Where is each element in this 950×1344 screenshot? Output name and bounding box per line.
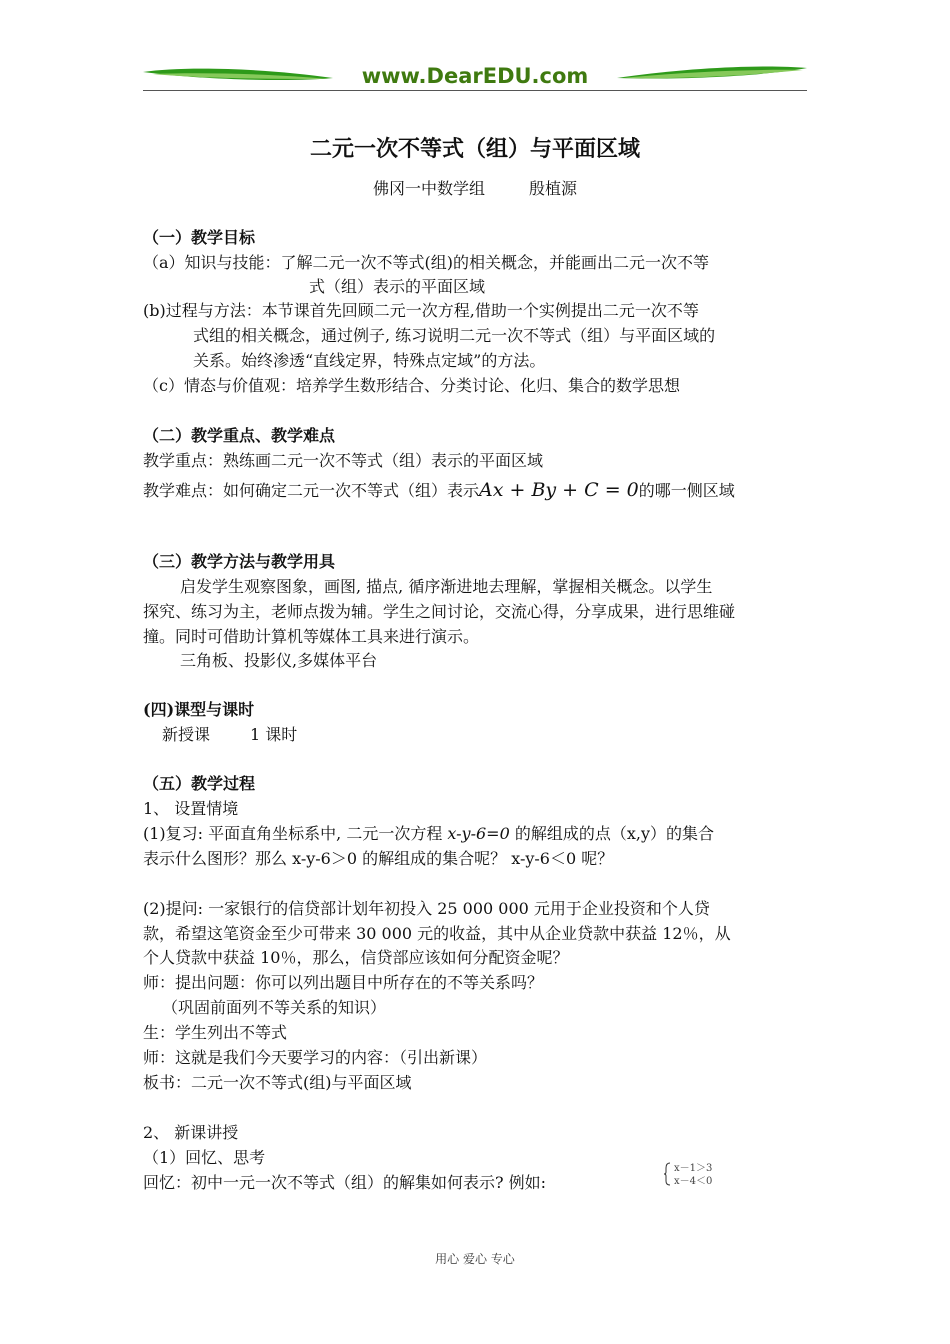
lesson-type-line bbox=[162, 725, 297, 745]
bank-problem-line1: (2)提问: 一家银行的信贷部计划年初投入 25 000 000 元用于企业投资和个人贷 bbox=[143, 899, 710, 918]
recall-question: 回忆：初中一元一次不等式（组）的解集如何表示? 例如: bbox=[143, 1173, 547, 1192]
inequality-system-formula bbox=[664, 1160, 774, 1188]
system-row-1: x－1＞3 bbox=[674, 1163, 713, 1174]
review-question-pre: (1)复习: 平面直角坐标系中, 二元一次方程 bbox=[143, 824, 448, 843]
bank-problem-line2: 款，希望这笔资金至少可带来 30 000 元的收益，其中从企业贷款中获益 12％，从 bbox=[143, 924, 731, 943]
review-equation: x-y-6=0 bbox=[447, 824, 510, 843]
difficulty-text-post: 的哪一侧区域 bbox=[638, 481, 735, 500]
methods-paragraph-line2: 探究、练习为主，老师点拨为辅。学生之间讨论，交流心得，分享成果，进行思维碰 bbox=[143, 602, 736, 621]
student-response: 生：学生列出不等式 bbox=[143, 1023, 288, 1042]
objective-b-line2: 式组的相关概念，通过例子, 练习说明二元一次不等式（组）与平面区域的 bbox=[193, 326, 716, 345]
recall-subheading: （1）回忆、思考 bbox=[143, 1148, 266, 1167]
section-heading-process: （五）教学过程 bbox=[143, 774, 256, 793]
teacher-note: （巩固前面列不等关系的知识） bbox=[162, 998, 387, 1017]
key-point-text: 教学重点：熟练画二元一次不等式（组）表示的平面区域 bbox=[143, 451, 544, 470]
section-heading-objectives: （一）教学目标 bbox=[143, 228, 256, 247]
objective-a-line2: 式（组）表示的平面区域 bbox=[309, 277, 486, 296]
step-1-title: 1、 设置情境 bbox=[143, 799, 239, 818]
objective-b-line1: (b)过程与方法：本节课首先回顾二元一次方程,借助一个实例提出二元一次不等 bbox=[143, 301, 699, 320]
line-equation-formula: Ax + By + C = 0 bbox=[479, 479, 639, 501]
methods-paragraph-line3: 撞。同时可借助计算机等媒体工具来进行演示。 bbox=[143, 627, 480, 646]
page-title: 二元一次不等式（组）与平面区域 bbox=[309, 136, 640, 162]
review-question-post: 的解组成的点（x,y）的集合 bbox=[509, 824, 715, 843]
teacher-introduction: 师：这就是我们今天要学习的内容：（引出新课） bbox=[143, 1048, 488, 1067]
methods-paragraph-line1: 启发学生观察图象，画图, 描点, 循序渐进地去理解，掌握相关概念。以学生 bbox=[180, 577, 713, 596]
teacher-question: 师：提出问题：你可以列出题目中所存在的不等关系吗？ bbox=[143, 973, 544, 992]
lesson-type: 新授课 bbox=[162, 725, 211, 744]
author-line bbox=[0, 176, 950, 199]
header-divider bbox=[143, 90, 807, 91]
section-heading-lesson-type: (四)课型与课时 bbox=[143, 700, 255, 719]
objective-a-line1: （a）知识与技能：了解二元一次不等式(组)的相关概念，并能画出二元一次不等 bbox=[143, 253, 710, 272]
section-heading-methods: （三）教学方法与教学用具 bbox=[143, 552, 336, 571]
site-brand[interactable]: www.DearEDU.com bbox=[361, 64, 589, 88]
review-question-line1 bbox=[143, 824, 714, 844]
author-org: 佛冈一中数学组 bbox=[372, 179, 485, 198]
teaching-tools: 三角板、投影仪,多媒体平台 bbox=[180, 651, 378, 670]
system-row-2: x－4＜0 bbox=[674, 1176, 713, 1187]
objective-b-line3: 关系。始终渗透“直线定界，特殊点定域”的方法。 bbox=[193, 351, 546, 370]
page-footer: 用心 爱心 专心 bbox=[435, 1252, 515, 1266]
difficulty-text-pre: 教学难点：如何确定二元一次不等式（组）表示 bbox=[143, 481, 480, 500]
objective-c-line1: （c）情态与价值观：培养学生数形结合、分类讨论、化归、集合的数学思想 bbox=[143, 376, 680, 395]
step-2-title: 2、 新课讲授 bbox=[143, 1123, 239, 1142]
bank-problem-line3: 个人贷款中获益 10％，那么，信贷部应该如何分配资金呢？ bbox=[143, 948, 569, 967]
lesson-hours: 1 课时 bbox=[250, 725, 298, 744]
site-header bbox=[143, 62, 807, 92]
author-name: 殷植源 bbox=[529, 179, 578, 198]
difficulty-line bbox=[143, 480, 735, 501]
review-question-line2: 表示什么图形？那么 x-y-6＞0 的解组成的集合呢？ x-y-6＜0 呢？ bbox=[143, 849, 614, 868]
section-heading-key-points: （二）教学重点、教学难点 bbox=[143, 426, 336, 445]
board-writing: 板书：二元一次不等式(组)与平面区域 bbox=[143, 1073, 412, 1092]
